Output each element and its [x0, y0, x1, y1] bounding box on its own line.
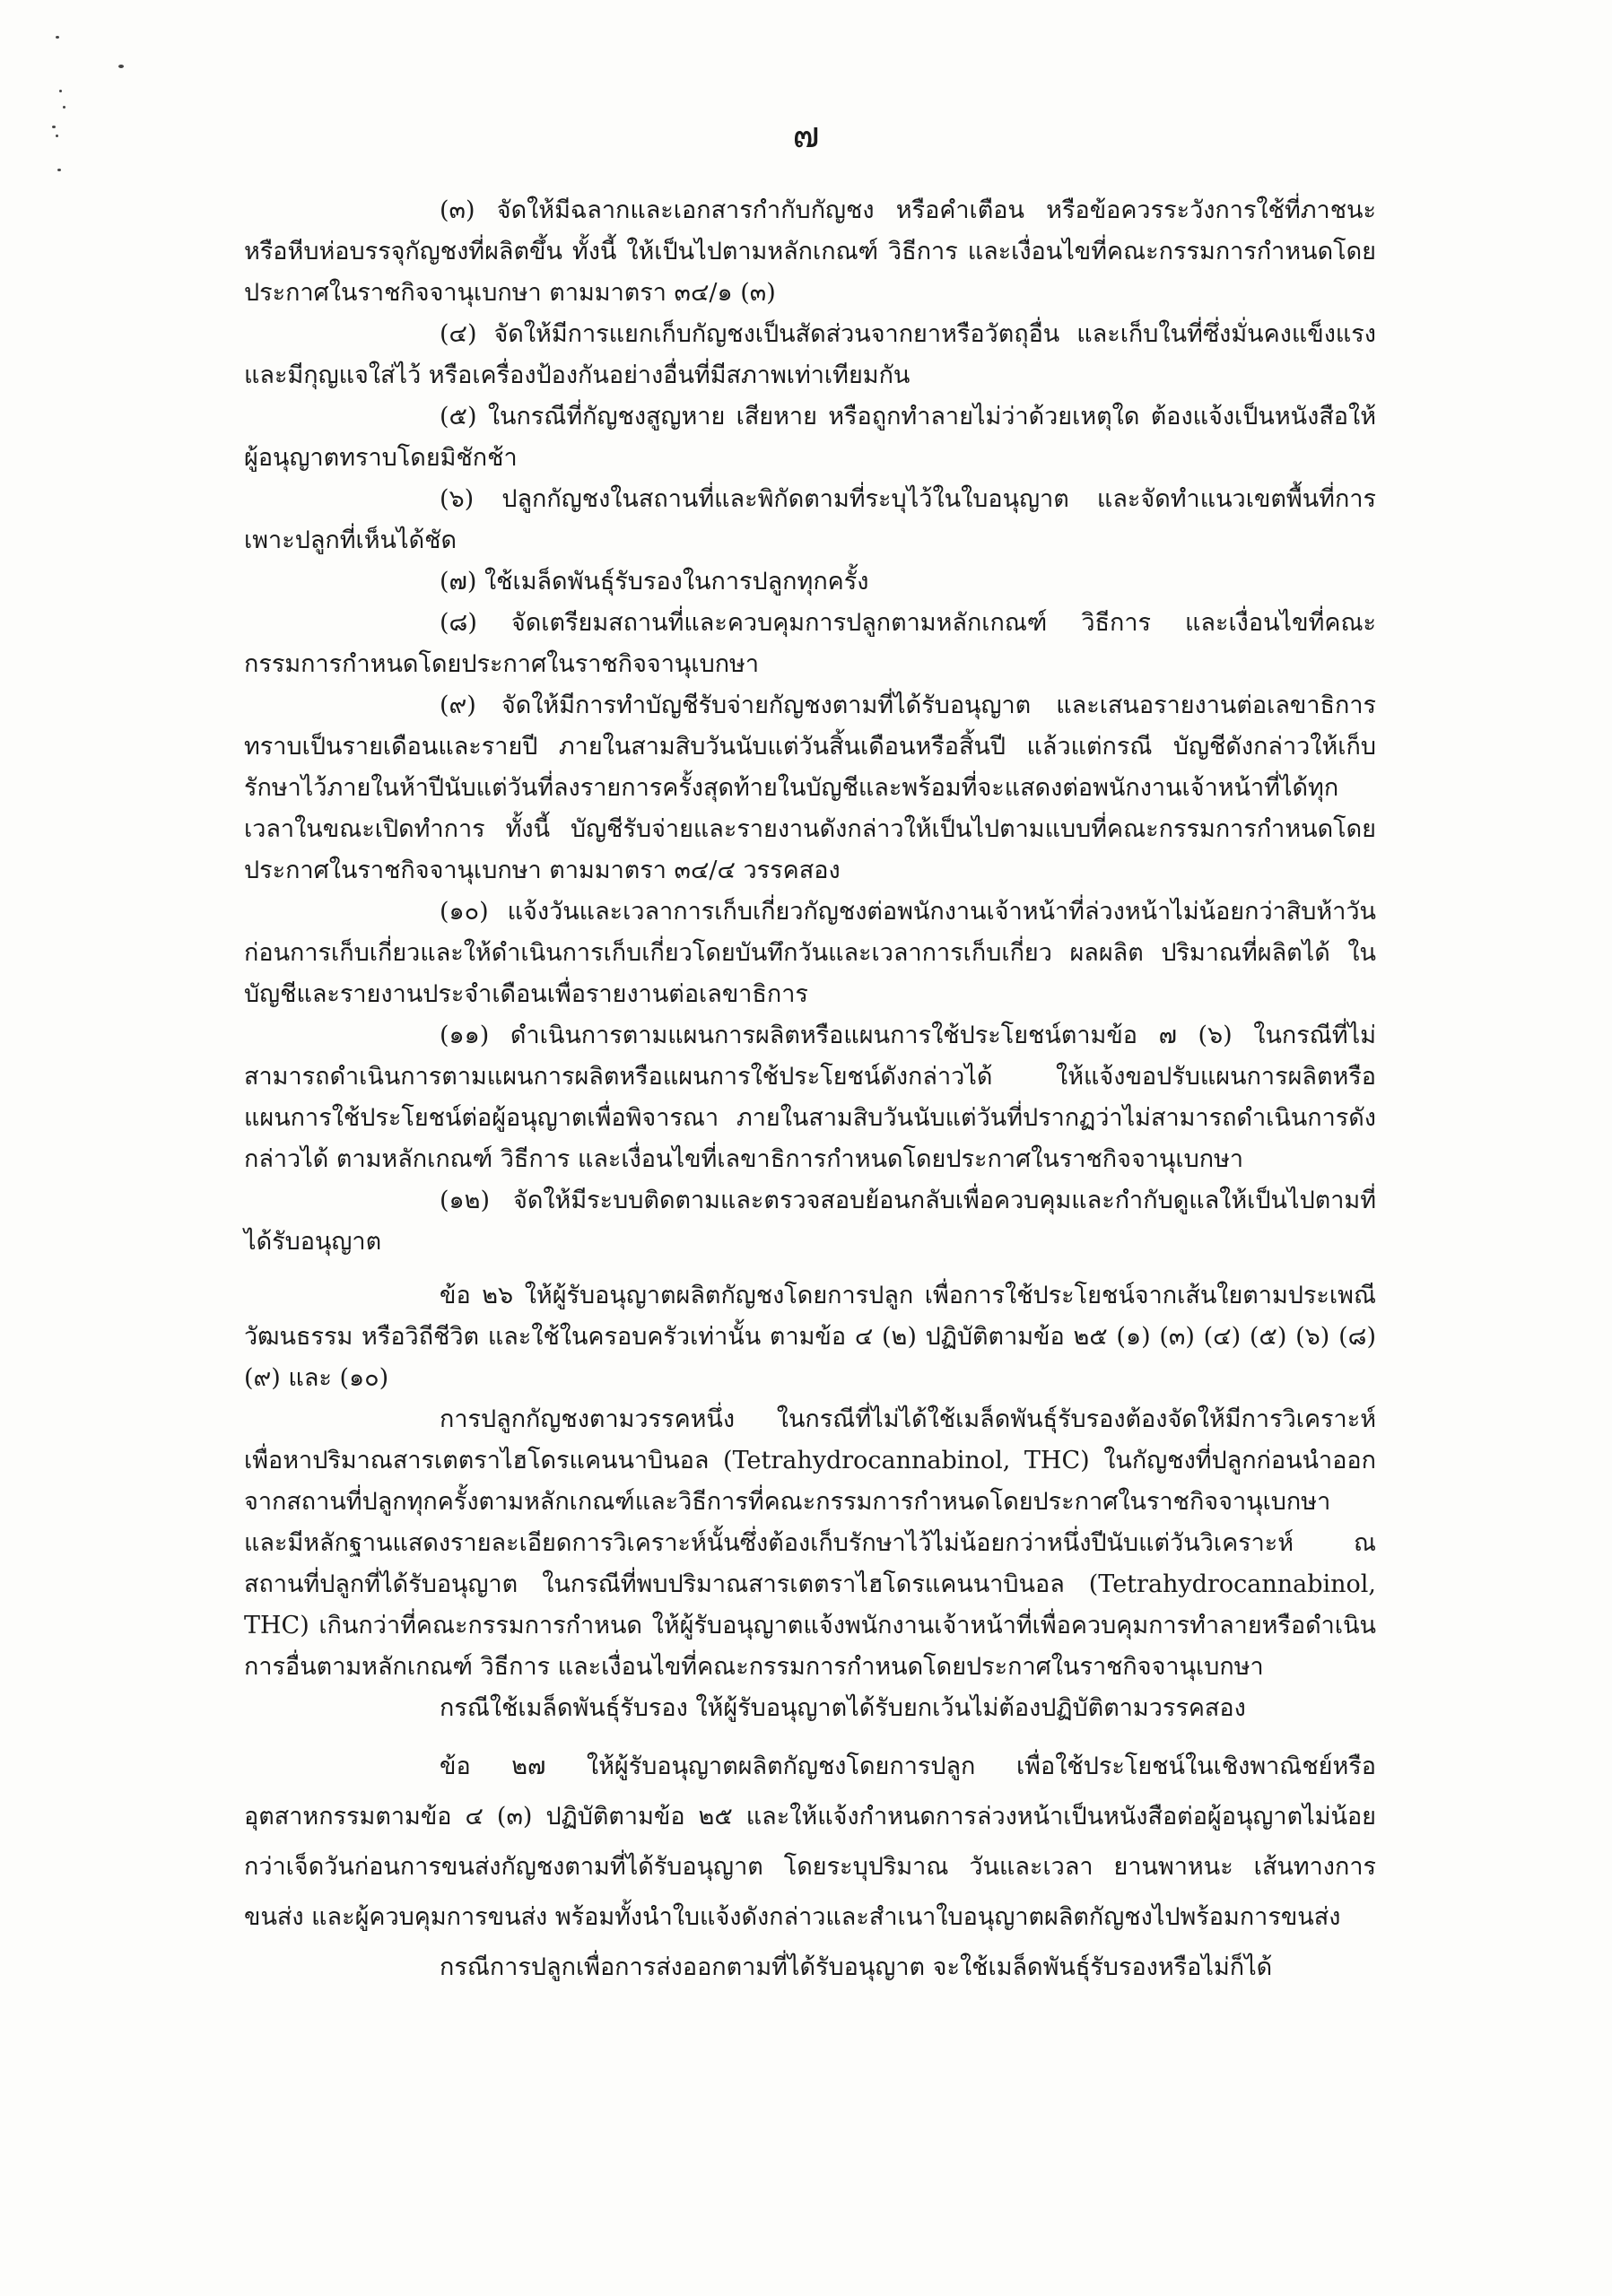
scan-speck	[57, 169, 61, 171]
list-item: (๓) จัดให้มีฉลากและเอกสารกำกับกัญชง หรือคำเตือน หรือข้อควรระวังการใช้ที่ภาชนะหรือหีบห่อบรรจุกัญชงที่ผลิตขึ้น ทั้งนี้ ให้เป็นไปตามหลักเกณฑ์ วิธีการ และเงื่อนไขที่คณะกรรมการกำหนดโดยประกาศในราชกิจจานุเบกษา ตามมาตรา ๓๔/๑ (๓)	[244, 196, 1376, 307]
clause-27-paragraph-2: กรณีการปลูกเพื่อการส่งออกตามที่ได้รับอนุญาต จะใช้เมล็ดพันธุ์รับรองหรือไม่ก็ได้	[440, 1953, 1273, 1981]
list-item: (๖) ปลูกกัญชงในสถานที่และพิกัดตามที่ระบุไว้ในใบอนุญาต และจัดทำแนวเขตพื้นที่การเพาะปลูกที่เห็นได้ชัด	[244, 485, 1376, 554]
clause-26: ข้อ ๒๖ ให้ผู้รับอนุญาตผลิตกัญชงโดยการปลูก เพื่อการใช้ประโยชน์จากเส้นใยตามประเพณี วัฒนธรรม หรือวิถีชีวิต และใช้ในครอบครัวเท่านั้น ตามข้อ ๔ (๒) ปฏิบัติตามข้อ ๒๕ (๑) (๓) (๔) (๕) (๖) (๘) (๙) และ (๑๐)	[244, 1282, 1376, 1392]
list-item: (๕) ในกรณีที่กัญชงสูญหาย เสียหาย หรือถูกทำลายไม่ว่าด้วยเหตุใด ต้องแจ้งเป็นหนังสือให้ผู้อนุญาตทราบโดยมิชักช้า	[244, 403, 1376, 472]
scan-speck	[59, 90, 62, 92]
list-item: (๑๑) ดำเนินการตามแผนการผลิตหรือแผนการใช้ประโยชน์ตามข้อ ๗ (๖) ในกรณีที่ไม่สามารถดำเนินการตามแผนการผลิตหรือแผนการใช้ประโยชน์ดังกล่าวได้ ให้แจ้งขอปรับแผนการผลิตหรือแผนการใช้ประโยชน์ต่อผู้อนุญาตเพื่อพิจารณา ภายในสามสิบวันนับแต่วันที่ปรากฏว่าไม่สามารถดำเนินการดังกล่าวได้ ตามหลักเกณฑ์ วิธีการ และเงื่อนไขที่เลขาธิการกำหนดโดยประกาศในราชกิจจานุเบกษา	[244, 1022, 1376, 1173]
document-body	[244, 190, 1376, 1993]
list-item: (๑๐) แจ้งวันและเวลาการเก็บเกี่ยวกัญชงต่อพนักงานเจ้าหน้าที่ล่วงหน้าไม่น้อยกว่าสิบห้าวันก่อนการเก็บเกี่ยวและให้ดำเนินการเก็บเกี่ยวโดยบันทึกวันและเวลาการเก็บเกี่ยว ผลผลิต ปริมาณที่ผลิตได้ ในบัญชีและรายงานประจำเดือนเพื่อรายงานต่อเลขาธิการ	[244, 898, 1376, 1008]
scan-speck	[118, 65, 124, 68]
page-number: ๗	[792, 115, 820, 156]
scan-speck	[56, 36, 59, 39]
clause-27: ข้อ ๒๗ ให้ผู้รับอนุญาตผลิตกัญชงโดยการปลูก เพื่อใช้ประโยชน์ในเชิงพาณิชย์หรืออุตสาหกรรมตามข้อ ๔ (๓) ปฏิบัติตามข้อ ๒๕ และให้แจ้งกำหนดการล่วงหน้าเป็นหนังสือต่อผู้อนุญาตไม่น้อยกว่าเจ็ดวันก่อนการขนส่งกัญชงตามที่ได้รับอนุญาต โดยระบุปริมาณ วันและเวลา ยานพาหนะ เส้นทางการขนส่ง และผู้ควบคุมการขนส่ง พร้อมทั้งนำใบแจ้งดังกล่าวและสำเนาใบอนุญาตผลิตกัญชงไปพร้อมการขนส่ง	[244, 1752, 1376, 1931]
list-item: (๑๒) จัดให้มีระบบติดตามและตรวจสอบย้อนกลับเพื่อควบคุมและกำกับดูแลให้เป็นไปตามที่ได้รับอนุญาต	[244, 1187, 1376, 1256]
clause-26-paragraph-2: การปลูกกัญชงตามวรรคหนึ่ง ในกรณีที่ไม่ได้ใช้เมล็ดพันธุ์รับรองต้องจัดให้มีการวิเคราะห์เพื่อหาปริมาณสารเตตราไฮโดรแคนนาบินอล (Tetrahydrocannabinol, THC) ในกัญชงที่ปลูกก่อนนำออกจากสถานที่ปลูกทุกครั้งตามหลักเกณฑ์และวิธีการที่คณะกรรมการกำหนดโดยประกาศในราชกิจจานุเบกษา และมีหลักฐานแสดงรายละเอียดการวิเคราะห์นั้นซึ่งต้องเก็บรักษาไว้ไม่น้อยกว่าหนึ่งปีนับแต่วันวิเคราะห์ ณ สถานที่ปลูกที่ได้รับอนุญาต ในกรณีที่พบปริมาณสารเตตราไฮโดรแคนนาบินอล (Tetrahydrocannabinol, THC) เกินกว่าที่คณะกรรมการกำหนด ให้ผู้รับอนุญาตแจ้งพนักงานเจ้าหน้าที่เพื่อควบคุมการทำลายหรือดำเนินการอื่นตามหลักเกณฑ์ วิธีการ และเงื่อนไขที่คณะกรรมการกำหนดโดยประกาศในราชกิจจานุเบกษา	[244, 1405, 1376, 1681]
list-item: (๙) จัดให้มีการทำบัญชีรับจ่ายกัญชงตามที่ได้รับอนุญาต และเสนอรายงานต่อเลขาธิการทราบเป็นรายเดือนและรายปี ภายในสามสิบวันนับแต่วันสิ้นเดือนหรือสิ้นปี แล้วแต่กรณี บัญชีดังกล่าวให้เก็บรักษาไว้ภายในห้าปีนับแต่วันที่ลงรายการครั้งสุดท้ายในบัญชีและพร้อมที่จะแสดงต่อพนักงานเจ้าหน้าที่ได้ทุกเวลาในขณะเปิดทำการ ทั้งนี้ บัญชีรับจ่ายและรายงานดังกล่าวให้เป็นไปตามแบบที่คณะกรรมการกำหนดโดยประกาศในราชกิจจานุเบกษา ตามมาตรา ๓๔/๔ วรรคสอง	[244, 691, 1376, 884]
list-item: (๗) ใช้เมล็ดพันธุ์รับรองในการปลูกทุกครั้ง	[440, 568, 869, 596]
clause-26-paragraph-3: กรณีใช้เมล็ดพันธุ์รับรอง ให้ผู้รับอนุญาตได้รับยกเว้นไม่ต้องปฏิบัติตามวรรคสอง	[440, 1694, 1246, 1722]
list-item: (๘) จัดเตรียมสถานที่และควบคุมการปลูกตามหลักเกณฑ์ วิธีการ และเงื่อนไขที่คณะกรรมการกำหนดโดยประกาศในราชกิจจานุเบกษา	[244, 609, 1376, 678]
list-item: (๔) จัดให้มีการแยกเก็บกัญชงเป็นสัดส่วนจากยาหรือวัตถุอื่น และเก็บในที่ซึ่งมั่นคงแข็งแรงและมีกุญแจใส่ไว้ หรือเครื่องป้องกันอย่างอื่นที่มีสภาพเท่าเทียมกัน	[244, 320, 1376, 389]
